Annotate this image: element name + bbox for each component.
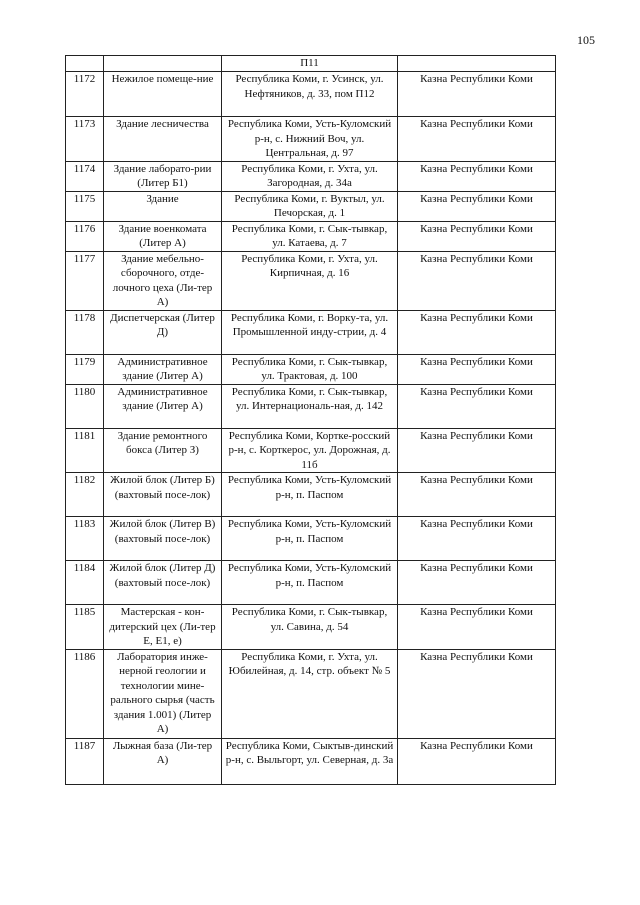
cell-name: Здание лаборато-рии (Литер Б1) xyxy=(104,161,222,191)
cell-address: Республика Коми, г. Сык-тывкар, ул. Интернациональ-ная, д. 142 xyxy=(222,384,398,428)
cell-num: 1175 xyxy=(66,191,104,221)
cell-owner: Казна Республики Коми xyxy=(398,117,556,162)
cell-owner: Казна Республики Коми xyxy=(398,428,556,473)
cell-name: Диспетчерская (Литер Д) xyxy=(104,310,222,354)
cell-num: 1172 xyxy=(66,72,104,117)
cell-owner: Казна Республики Коми xyxy=(398,561,556,605)
cell-address: Республика Коми, Усть-Куломский р-н, п. Паспом xyxy=(222,473,398,517)
cell-owner: Казна Республики Коми xyxy=(398,649,556,738)
cell-address: Республика Коми, Усть-Куломский р-н, с. Нижний Воч, ул. Центральная, д. 97 xyxy=(222,117,398,162)
cell-num: 1178 xyxy=(66,310,104,354)
cell-address: Республика Коми, Кортке-росский р-н, с. Корткерос, ул. Дорожная, д. 11б xyxy=(222,428,398,473)
registry-body xyxy=(66,56,556,785)
cell-name: Здание xyxy=(104,191,222,221)
cell-num: 1186 xyxy=(66,649,104,738)
cell-num xyxy=(66,56,104,72)
cell-name: Лаборатория инже-нерной геологии и технологии мине-рального сырья (часть здания 1.001) (Литер А) xyxy=(104,649,222,738)
cell-name xyxy=(104,56,222,72)
cell-address: Республика Коми, г. Ухта, ул. Кирпичная, д. 16 xyxy=(222,251,398,310)
cell-name: Жилой блок (Литер В) (вахтовый посе-лок) xyxy=(104,517,222,561)
cell-name: Здание военкомата (Литер А) xyxy=(104,221,222,251)
cell-name: Административное здание (Литер А) xyxy=(104,354,222,384)
cell-owner: Казна Республики Коми xyxy=(398,72,556,117)
cell-owner: Казна Республики Коми xyxy=(398,517,556,561)
cell-address: Республика Коми, Усть-Куломский р-н, п. Паспом xyxy=(222,517,398,561)
cell-owner: Казна Республики Коми xyxy=(398,354,556,384)
table-row xyxy=(66,384,556,428)
cell-name: Здание лесничества xyxy=(104,117,222,162)
cell-num: 1181 xyxy=(66,428,104,473)
cell-address: П11 xyxy=(222,56,398,72)
table-row xyxy=(66,649,556,738)
cell-address: Республика Коми, г. Усинск, ул. Нефтяников, д. 33, пом П12 xyxy=(222,72,398,117)
cell-name: Мастерская - кон-дитерский цех (Ли-тер Е, Е1, е) xyxy=(104,605,222,650)
table-row xyxy=(66,161,556,191)
table-row xyxy=(66,191,556,221)
cell-num: 1185 xyxy=(66,605,104,650)
table-row xyxy=(66,251,556,310)
cell-name: Здание ремонтного бокса (Литер З) xyxy=(104,428,222,473)
cell-owner: Казна Республики Коми xyxy=(398,161,556,191)
cell-owner: Казна Республики Коми xyxy=(398,738,556,784)
table-row xyxy=(66,221,556,251)
page-number: 105 xyxy=(577,33,595,47)
cell-address: Республика Коми, Сыктыв-динский р-н, с. Выльгорт, ул. Северная, д. 3а xyxy=(222,738,398,784)
table-row xyxy=(66,738,556,784)
cell-address: Республика Коми, г. Сык-тывкар, ул. Катаева, д. 7 xyxy=(222,221,398,251)
cell-owner xyxy=(398,56,556,72)
property-registry-table xyxy=(65,55,556,785)
cell-num: 1179 xyxy=(66,354,104,384)
cell-owner: Казна Республики Коми xyxy=(398,221,556,251)
table-row xyxy=(66,428,556,473)
cell-address: Республика Коми, г. Ухта, ул. Загородная, д. 34а xyxy=(222,161,398,191)
cell-address: Республика Коми, г. Вуктыл, ул. Печорская, д. 1 xyxy=(222,191,398,221)
table-row xyxy=(66,605,556,650)
cell-num: 1177 xyxy=(66,251,104,310)
table-row xyxy=(66,561,556,605)
continuation-row xyxy=(66,56,556,72)
cell-name: Лыжная база (Ли-тер А) xyxy=(104,738,222,784)
cell-name: Жилой блок (Литер Д) (вахтовый посе-лок) xyxy=(104,561,222,605)
cell-num: 1174 xyxy=(66,161,104,191)
cell-address: Республика Коми, г. Сык-тывкар, ул. Савина, д. 54 xyxy=(222,605,398,650)
table-row xyxy=(66,117,556,162)
cell-num: 1173 xyxy=(66,117,104,162)
cell-num: 1176 xyxy=(66,221,104,251)
cell-num: 1184 xyxy=(66,561,104,605)
table-row xyxy=(66,473,556,517)
cell-owner: Казна Республики Коми xyxy=(398,251,556,310)
cell-num: 1182 xyxy=(66,473,104,517)
table-row xyxy=(66,72,556,117)
cell-owner: Казна Республики Коми xyxy=(398,473,556,517)
cell-name: Административное здание (Литер А) xyxy=(104,384,222,428)
cell-owner: Казна Республики Коми xyxy=(398,191,556,221)
cell-address: Республика Коми, г. Сык-тывкар, ул. Трактовая, д. 100 xyxy=(222,354,398,384)
cell-address: Республика Коми, г. Ворку-та, ул. Промышленной инду-стрии, д. 4 xyxy=(222,310,398,354)
cell-num: 1183 xyxy=(66,517,104,561)
cell-num: 1180 xyxy=(66,384,104,428)
cell-owner: Казна Республики Коми xyxy=(398,310,556,354)
cell-address: Республика Коми, г. Ухта, ул. Юбилейная, д. 14, стр. объект № 5 xyxy=(222,649,398,738)
cell-name: Здание мебельно-сборочного, отде-лочного цеха (Ли-тер А) xyxy=(104,251,222,310)
cell-owner: Казна Республики Коми xyxy=(398,605,556,650)
cell-name: Нежилое помеще-ние xyxy=(104,72,222,117)
table-row xyxy=(66,310,556,354)
cell-num: 1187 xyxy=(66,738,104,784)
cell-name: Жилой блок (Литер Б) (вахтовый посе-лок) xyxy=(104,473,222,517)
cell-address: Республика Коми, Усть-Куломский р-н, п. Паспом xyxy=(222,561,398,605)
cell-owner: Казна Республики Коми xyxy=(398,384,556,428)
table-row xyxy=(66,517,556,561)
table-row xyxy=(66,354,556,384)
